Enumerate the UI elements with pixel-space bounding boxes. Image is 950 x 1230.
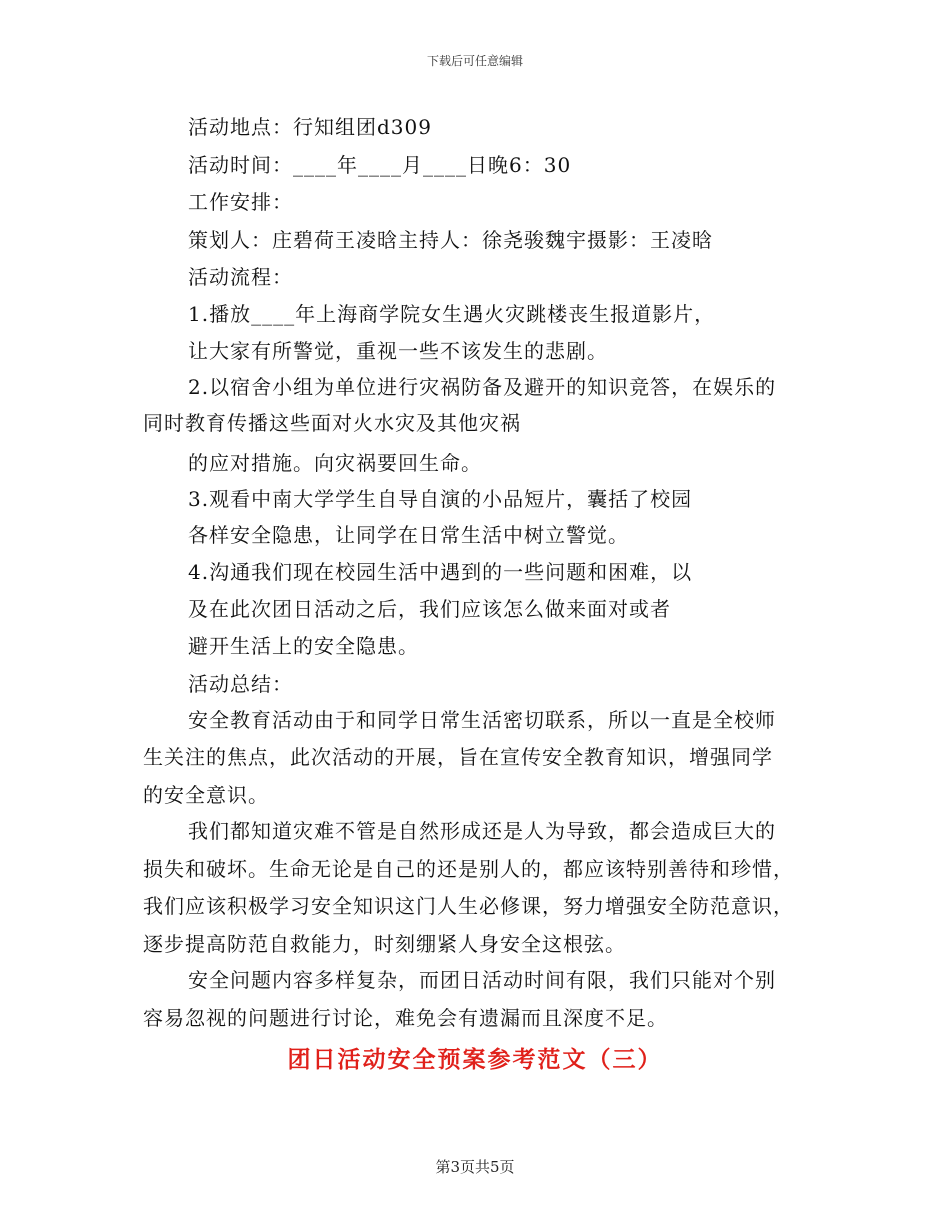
text-line: 的安全意识。 — [143, 783, 269, 807]
page-number: 第3页共5页 — [435, 1158, 515, 1176]
section-heading: 团日活动安全预案参考范文（三） — [287, 1047, 663, 1073]
text-line: 逐步提高防范自救能力，时刻绷紧人身安全这根弦。 — [143, 932, 626, 956]
text-line: 4.沟通我们现在校园生活中遇到的一些问题和困难，以 — [188, 560, 693, 584]
text-line: 我们都知道灾难不管是自然形成还是人为导致，都会造成巨大的 — [188, 819, 776, 843]
text-line: 我们应该积极学习安全知识这门人生必修课，努力增强安全防范意识， — [143, 894, 794, 918]
text-line: 1.播放____年上海商学院女生遇火灾跳楼丧生报道影片， — [188, 302, 716, 326]
text-line: 避开生活上的安全隐患。 — [188, 634, 419, 658]
text-line: 活动总结： — [188, 672, 293, 696]
text-line: 安全教育活动由于和同学日常生活密切联系，所以一直是全校师 — [188, 708, 776, 732]
text-line: 工作安排： — [188, 190, 293, 214]
text-line: 各样安全隐患，让同学在日常生活中树立警觉。 — [188, 523, 629, 547]
text-line: 活动地点：行知组团d309 — [188, 115, 432, 139]
text-line: 安全问题内容多样复杂，而团日活动时间有限，我们只能对个别 — [188, 968, 776, 992]
text-line: 让大家有所警觉，重视一些不该发生的悲剧。 — [188, 339, 608, 363]
text-line: 生关注的焦点，此次活动的开展，旨在宣传安全教育知识，增强同学 — [143, 745, 773, 769]
text-line: 同时教育传播这些面对火水灾及其他灾祸 — [143, 411, 521, 435]
text-line: 及在此次团日活动之后，我们应该怎么做来面对或者 — [188, 597, 671, 621]
text-line: 活动流程： — [188, 265, 293, 289]
text-line: 策划人：庄碧荷王凌晗主持人：徐尧骏魏宇摄影：王凌晗 — [188, 228, 713, 252]
text-line: 活动时间：____年____月____日晚6：30 — [188, 153, 572, 177]
text-line: 容易忽视的问题进行讨论，难免会有遗漏而且深度不足。 — [143, 1006, 668, 1030]
text-line: 损失和破坏。生命无论是自己的还是别人的，都应该特别善待和珍惜， — [143, 857, 794, 881]
text-line: 的应对措施。向灾祸要回生命。 — [188, 451, 482, 475]
text-line: 3.观看中南大学学生自导自演的小品短片，囊括了校园 — [188, 487, 693, 511]
text-line: 2.以宿舍小组为单位进行灾祸防备及避开的知识竞答，在娱乐的 — [188, 375, 777, 399]
page-header-note: 下载后可任意编辑 — [426, 54, 523, 68]
